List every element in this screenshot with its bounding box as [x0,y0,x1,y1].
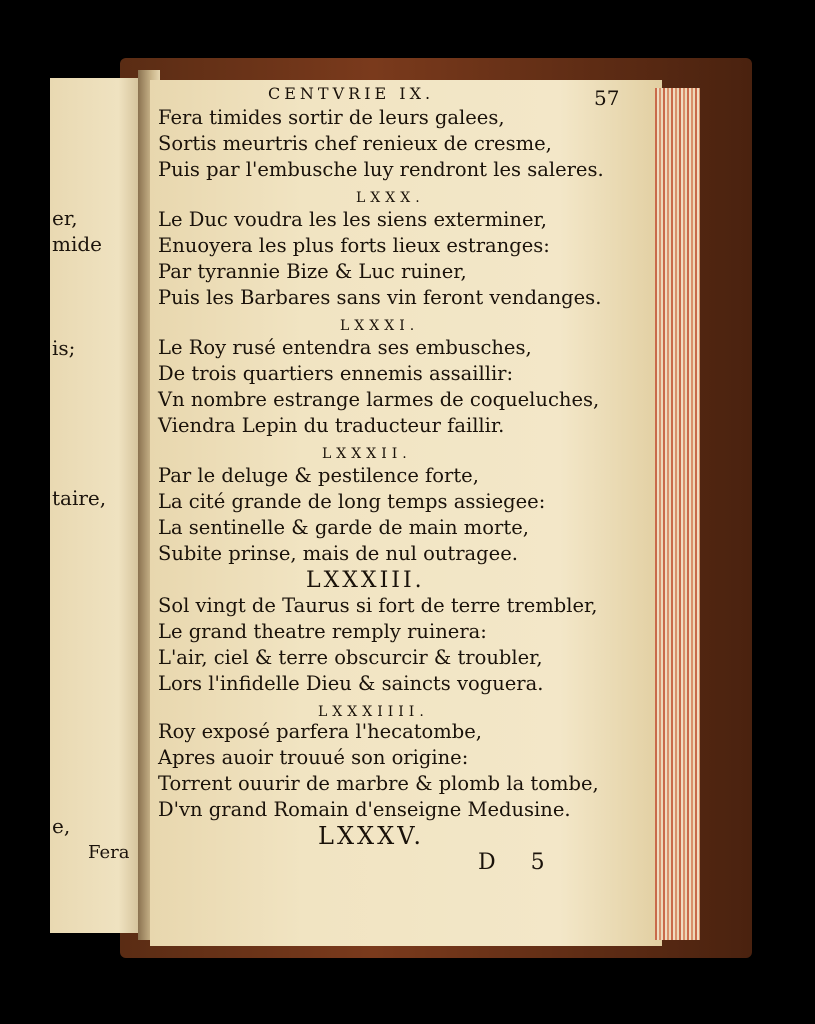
left-page-fragment: mide [52,232,102,256]
quatrain-number: LXXXIII. [306,568,425,593]
verse-line: Le Roy rusé entendra ses embusches, [158,336,532,359]
quatrain-number: LXXXII. [322,446,412,462]
verse-line: Sol vingt de Taurus si fort de terre trembler, [158,594,598,617]
verse-line: Le grand theatre remply ruinera: [158,620,487,643]
verse-line: Puis par l'embusche luy rendront les saleres. [158,158,604,181]
verse-line: Le Duc voudra les les siens exterminer, [158,208,547,231]
left-page-fragment: e, [52,814,71,838]
left-page-fragment: is; [52,336,76,360]
verse-line: Fera timides sortir de leurs galees, [158,106,505,129]
quatrain-number: LXXXI. [340,318,420,334]
verse-line: Torrent ouurir de marbre & plomb la tombe, [158,772,599,795]
folio-number: 57 [594,86,620,110]
signature-mark: D 5 [478,850,559,875]
left-page-fragment: taire, [52,486,107,510]
verse-line: De trois quartiers ennemis assaillir: [158,362,514,385]
verse-line: D'vn grand Romain d'enseigne Medusine. [158,798,571,821]
page-edges [655,88,700,940]
running-head: CENTVRIE IX. [268,84,435,103]
quatrain-number: LXXX. [356,190,425,206]
verse-line: Subite prinse, mais de nul outragee. [158,542,518,565]
left-page [50,78,148,933]
verse-line: La sentinelle & garde de main morte, [158,516,529,539]
verse-line: Sortis meurtris chef renieux de cresme, [158,132,552,155]
verse-line: L'air, ciel & terre obscurcir & troubler, [158,646,543,669]
quatrain-number: LXXXIIII. [318,704,429,720]
verse-line: Viendra Lepin du traducteur faillir. [158,414,505,437]
verse-line: Puis les Barbares sans vin feront vendanges. [158,286,602,309]
verse-line: Par tyrannie Bize & Luc ruiner, [158,260,467,283]
verse-line: Apres auoir trouué son origine: [158,746,469,769]
next-quatrain-number: LXXXV. [318,822,424,850]
verse-line: Vn nombre estrange larmes de coqueluches, [158,388,600,411]
verse-line: Par le deluge & pestilence forte, [158,464,479,487]
verse-line: Lors l'infidelle Dieu & saincts voguera. [158,672,544,695]
verse-line: Roy exposé parfera l'hecatombe, [158,720,483,743]
verse-line: Enuoyera les plus forts lieux estranges: [158,234,550,257]
left-catchword: Fera [88,842,130,863]
verse-line: La cité grande de long temps assiegee: [158,490,546,513]
left-page-fragment: er, [52,206,78,230]
